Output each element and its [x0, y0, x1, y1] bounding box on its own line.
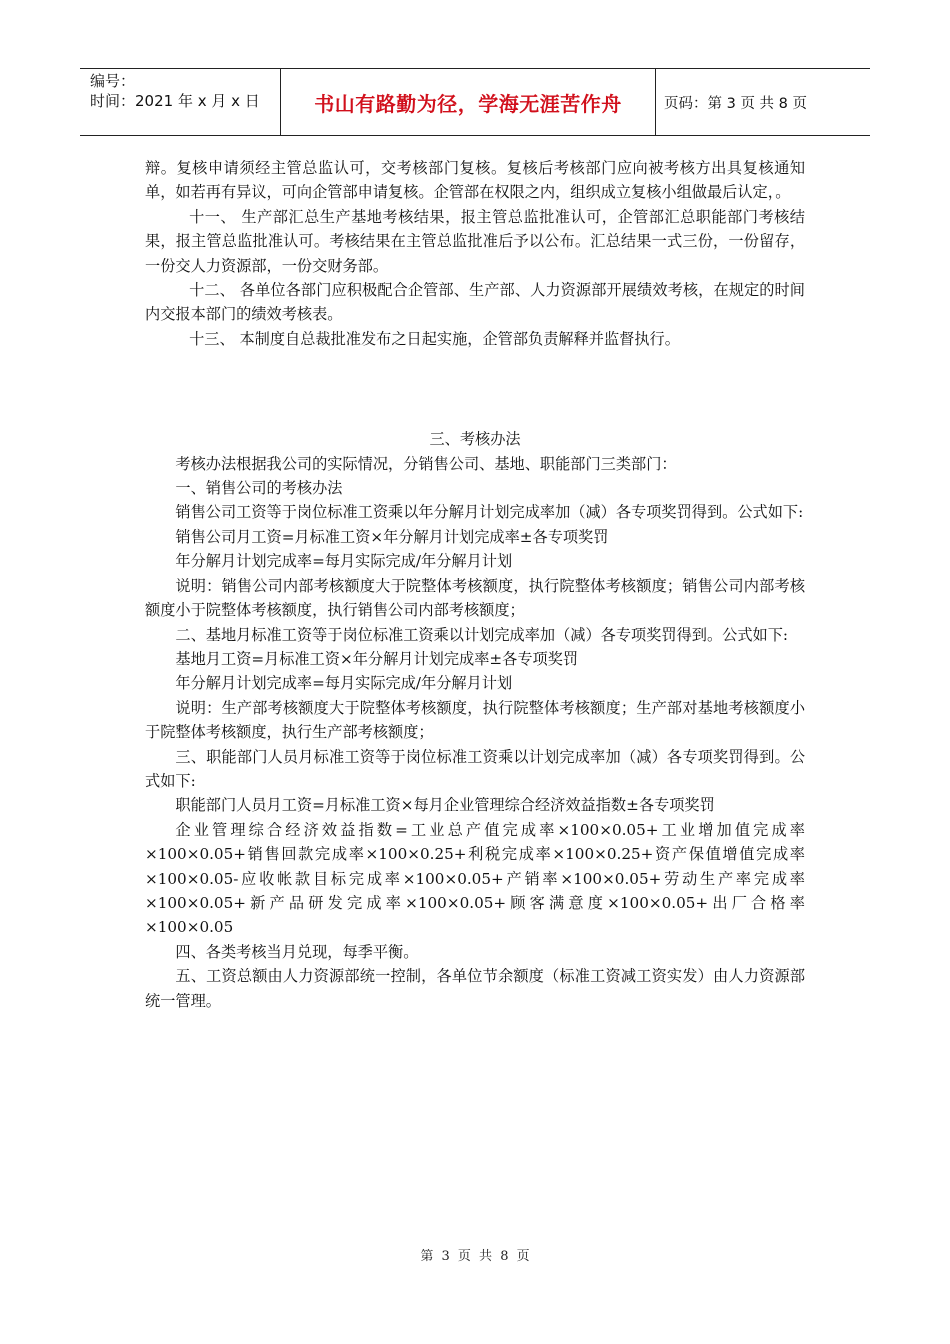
page-header — [80, 68, 870, 136]
subheading: 一、销售公司的考核办法 — [175, 479, 343, 498]
header-motto: 书山有路勤为径，学海无涯苦作舟 — [280, 69, 656, 135]
formula: 职能部门人员月工资=月标准工资×每月企业管理综合经济效益指数±各专项奖罚 — [175, 796, 715, 815]
doc-number-label: 编号： — [90, 72, 136, 90]
date-label: 时间：2021 年 x 月 x 日 — [90, 92, 260, 110]
paragraph: 销售公司工资等于岗位标准工资乘以年分解月计划完成率加（减）各专项奖罚得到。公式如下: — [175, 503, 804, 522]
paragraph: 二、基地月标准工资等于岗位标准工资乘以计划完成率加（减）各专项奖罚得到。公式如下: — [175, 625, 789, 644]
clause-13: 十三、 本制度自总裁批准发布之日起实施，企管部负责解释并监督执行。 — [189, 329, 680, 348]
note: 说明：销售公司内部考核额度大于院整体考核额度，执行院整体考核额度；销售公司内部考核额度小于院整体考核额度，执行销售公司内部考核额度； — [145, 576, 805, 620]
paragraph: 辩。复核申请须经主管总监认可，交考核部门复核。复核后考核部门应向被考核方出具复核通知单，如若再有异议，可向企管部申请复核。企管部在权限之内，组织成立复核小组做最后认定，。 — [145, 159, 805, 202]
document-body — [145, 156, 805, 1013]
formula: 基地月工资=月标准工资×年分解月计划完成率±各专项奖罚 — [175, 649, 579, 668]
section-title: 三、考核办法 — [429, 430, 521, 449]
formula: 企业管理综合经济效益指数=工业总产值完成率×100×0.05+工业增加值完成率×100×0.05+销售回款完成率×100×0.25+利税完成率×100×0.25+资产保值增值完成率×100×0.05-应收帐款目标完成率×100×0.05+产销率×100×0.05+劳动生产率完成率×100×0.05+新产品研发完成率×100×0.05+顾客满意度×100×0.05+出厂合格率×100×0.05 — [145, 820, 805, 937]
page-footer: 第 3 页 共 8 页 — [420, 1249, 530, 1264]
formula: 年分解月计划完成率=每月实际完成/年分解月计划 — [175, 674, 513, 693]
formula: 年分解月计划完成率=每月实际完成/年分解月计划 — [175, 552, 513, 571]
formula: 销售公司月工资=月标准工资×年分解月计划完成率±各专项奖罚 — [175, 527, 609, 546]
note: 说明：生产部考核额度大于院整体考核额度，执行院整体考核额度；生产部对基地考核额度小于院整体考核额度，执行生产部考核额度； — [145, 698, 805, 742]
paragraph: 五、工资总额由人力资源部统一控制，各单位节余额度（标准工资减工资实发）由人力资源部统一管理。 — [145, 967, 805, 1010]
header-meta — [80, 69, 280, 135]
paragraph: 四、各类考核当月兑现，每季平衡。 — [175, 942, 419, 961]
clause-11: 十一、 生产部汇总生产基地考核结果，报主管总监批准认可，企管部汇总职能部门考核结果，报主管总监批准认可。考核结果在主管总监批准后予以公布。汇总结果一式三份，一份留存，一份交人力资源部，一份交财务部。 — [145, 207, 805, 275]
paragraph: 三、职能部门人员月标准工资等于岗位标准工资乘以计划完成率加（减）各专项奖罚得到。公式如下: — [145, 747, 805, 790]
header-page-info: 页码：第 3 页 共 8 页 — [664, 95, 807, 112]
clause-12: 十二、 各单位各部门应积极配合企管部、生产部、人力资源部开展绩效考核，在规定的时间内交报本部门的绩效考核表。 — [145, 281, 805, 324]
paragraph: 考核办法根据我公司的实际情况，分销售公司、基地、职能部门三类部门： — [175, 454, 677, 473]
section-spacer — [145, 351, 805, 427]
